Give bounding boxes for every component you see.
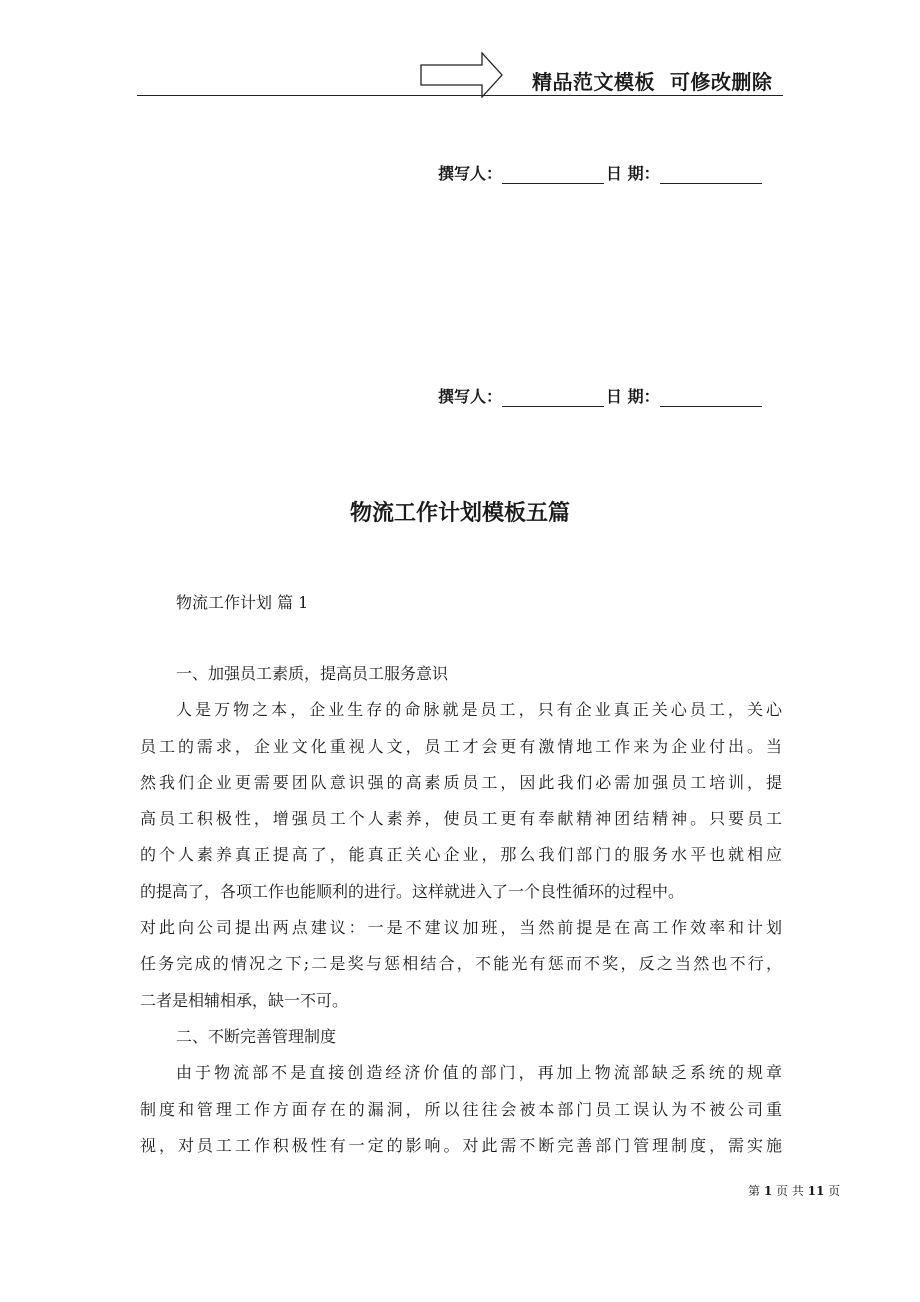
author-date-row <box>438 160 783 184</box>
paragraph-line: 的提高了，各项工作也能顺利的进行。这样就进入了一个良性循环的过程中。 <box>140 881 685 901</box>
paragraph-line: 的个人素养真正提高了，能真正关心企业，那么我们部门的服务水平也就相应 <box>140 845 782 865</box>
paragraph-line: 人是万物之本，企业生存的命脉就是员工，只有企业真正关心员工，关心 <box>176 700 782 720</box>
paragraph-line: 由于物流部不是直接创造经济价值的部门，再加上物流部缺乏系统的规章 <box>176 1063 782 1083</box>
paragraph-line: 视，对员工工作积极性有一定的影响。对此需不断完善部门管理制度，需实施 <box>140 1135 782 1155</box>
footer-suffix: 页 <box>824 1184 841 1198</box>
section-heading: 一、加强员工素质，提高员工服务意识 <box>176 664 449 683</box>
header-divider <box>137 95 783 96</box>
date-label: 日 期： <box>606 164 660 183</box>
section-heading: 二、不断完善管理制度 <box>176 1026 337 1046</box>
paragraph-line: 高员工积极性，增强员工个人素养，使员工更有奉献精神团结精神。只要员工 <box>140 809 782 829</box>
header-template-label: 精品范文模板 可修改删除 <box>532 70 773 94</box>
page-footer <box>748 1182 840 1199</box>
paragraph-line: 制度和管理工作方面存在的漏洞，所以往往会被本部门员工误认为不被公司重 <box>140 1099 782 1119</box>
footer-middle: 页 共 <box>772 1184 808 1198</box>
footer-prefix: 第 <box>748 1184 764 1198</box>
date-blank-line <box>660 165 762 184</box>
author-blank-line <box>502 165 604 184</box>
paragraph-line: 然我们企业更需要团队意识强的高素质员工，因此我们必需加强员工培训，提 <box>140 772 782 792</box>
right-arrow-icon <box>420 52 504 98</box>
author-label: 撰写人： <box>438 164 503 183</box>
current-page-number: 1 <box>763 1184 773 1198</box>
total-page-count: 11 <box>807 1184 825 1198</box>
paragraph-line: 任务完成的情况之下;二是奖与惩相结合，不能光有惩而不奖，反之当然也不行， <box>140 954 782 974</box>
date-blank-line <box>660 388 762 407</box>
author-date-row <box>438 383 783 407</box>
document-body <box>140 656 782 1164</box>
paragraph-line: 对此向公司提出两点建议：一是不建议加班，当然前提是在高工作效率和计划 <box>140 918 782 938</box>
date-label: 日 期： <box>606 387 660 406</box>
paragraph-line: 二者是相辅相承，缺一不可。 <box>140 990 349 1010</box>
author-blank-line <box>502 388 604 407</box>
author-label: 撰写人： <box>438 387 503 406</box>
paragraph-line: 员工的需求，企业文化重视人文，员工才会更有激情地工作来为企业付出。当 <box>140 736 782 756</box>
section-label: 物流工作计划 篇 1 <box>176 593 309 612</box>
document-title: 物流工作计划模板五篇 <box>349 500 570 526</box>
